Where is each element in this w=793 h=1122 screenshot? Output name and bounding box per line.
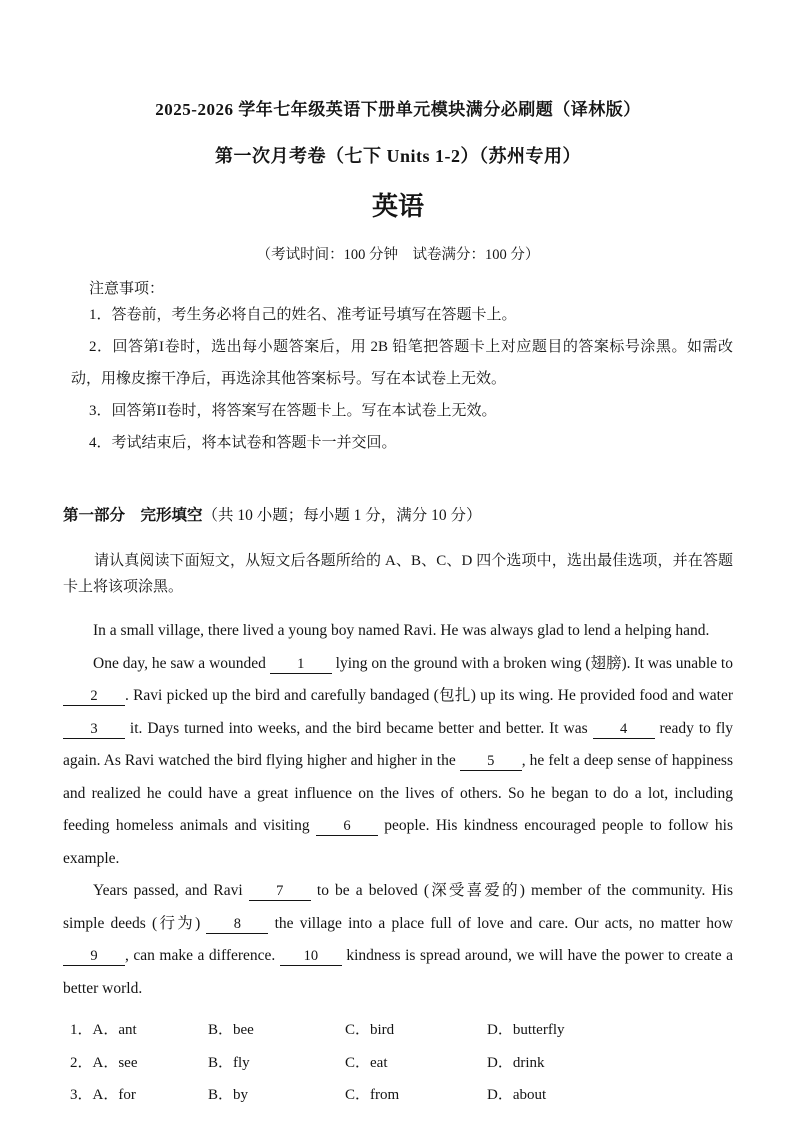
section1-instruction: 请认真阅读下面短文，从短文后各题所给的 A、B、C、D 四个选项中，选出最佳选项，并在答题卡上将该项涂黑。 bbox=[63, 553, 733, 595]
question-2-option-C: C．eat bbox=[345, 1054, 388, 1071]
question-3-option-C: C．from bbox=[345, 1087, 400, 1103]
section1-heading-title: 第一部分 完形填空 bbox=[63, 507, 203, 524]
cloze-blank-1: 1 bbox=[270, 656, 332, 674]
question-1-option-C: C．bird bbox=[345, 1022, 395, 1038]
question-3-option-A: 3．A．for bbox=[70, 1087, 136, 1103]
cloze-questions bbox=[63, 1014, 733, 1112]
notes-heading: 注意事项： bbox=[89, 281, 165, 297]
paper-title-line2: 第一次月考卷（七下 Units 1-2）（苏州专用） bbox=[214, 146, 581, 166]
question-3-option-D: D．about bbox=[487, 1087, 547, 1103]
cloze-blank-5: 5 bbox=[460, 753, 522, 771]
exam-info: （考试时间：100 分钟 试卷满分：100 分） bbox=[256, 247, 540, 263]
note-item-2: 2．回答第I卷时，选出每小题答案后，用 2B 铅笔把答题卡上对应题目的答案标号涂黑。如需改动，用橡皮擦干净后，再选涂其他答案标号。写在本试卷上无效。 bbox=[71, 339, 733, 387]
paper-title-line1: 2025-2026 学年七年级英语下册单元模块满分必刷题（译林版） bbox=[155, 100, 641, 119]
question-row-1 bbox=[70, 1014, 733, 1047]
question-1-option-A: 1．A．ant bbox=[70, 1022, 137, 1038]
question-1-option-B: B．bee bbox=[208, 1022, 254, 1038]
question-3-option-B: B．by bbox=[208, 1087, 249, 1103]
notes-section bbox=[63, 279, 733, 459]
notes-items bbox=[63, 299, 733, 459]
section1-heading-meta: （共 10 小题；每小题 1 分，满分 10 分） bbox=[202, 507, 482, 524]
note-item-3: 3．回答第II卷时，将答案写在答题卡上。写在本试卷上无效。 bbox=[89, 403, 497, 419]
note-item-1: 1．答卷前，考生务必将自己的姓名、准考证号填写在答题卡上。 bbox=[89, 307, 517, 323]
cloze-blank-2: 2 bbox=[63, 688, 125, 706]
passage-paragraph-1: In a small village, there lived a young boy named Ravi. He was always glad to lend a helping hand. bbox=[93, 622, 710, 639]
cloze-blank-8: 8 bbox=[206, 916, 268, 934]
cloze-blank-3: 3 bbox=[63, 721, 125, 739]
cloze-blank-6: 6 bbox=[316, 818, 378, 836]
question-2-option-D: D．drink bbox=[487, 1054, 545, 1071]
cloze-blank-7: 7 bbox=[249, 883, 311, 901]
subject-title: 英语 bbox=[371, 192, 424, 221]
cloze-blank-4: 4 bbox=[593, 721, 655, 739]
question-row-3 bbox=[70, 1079, 733, 1112]
cloze-blank-9: 9 bbox=[63, 948, 125, 966]
section1-heading bbox=[63, 505, 733, 527]
question-2-option-A: 2．A．see bbox=[70, 1054, 138, 1071]
cloze-passage bbox=[63, 615, 733, 1005]
note-item-4: 4．考试结束后，将本试卷和答题卡一并交回。 bbox=[89, 435, 397, 451]
passage-paragraph-3: Years passed, and Ravi 7 to be a beloved (深受喜爱的) member of the community. His simple deeds (行为) 8 the village into a place full of love and care. Our acts, no matter how 9 , can make a difference. 10 kindness is spread around, we will have the power to create a better world. bbox=[63, 882, 734, 997]
passage-paragraph-2: One day, he saw a wounded 1 lying on the ground with a broken wing (翅膀). It was unable to 2 . Ravi picked up the bird and carefully bandaged (包扎) up its wing. He provided food and water 3 it. Days turned into weeks, and the bird became better and better. It was 4 ready to fly again. As Ravi watched the bird flying higher and higher in the 5 , he felt a deep sense of happiness and realized he could have a great influence on the lives of others. So he began to do a lot, including feeding homeless animals and visiting 6 people. His kindness encouraged people to follow his example. bbox=[63, 654, 734, 867]
cloze-blank-10: 10 bbox=[280, 948, 342, 966]
question-2-option-B: B．fly bbox=[208, 1054, 250, 1071]
question-1-option-D: D．butterfly bbox=[487, 1022, 565, 1038]
question-row-2 bbox=[70, 1047, 733, 1080]
